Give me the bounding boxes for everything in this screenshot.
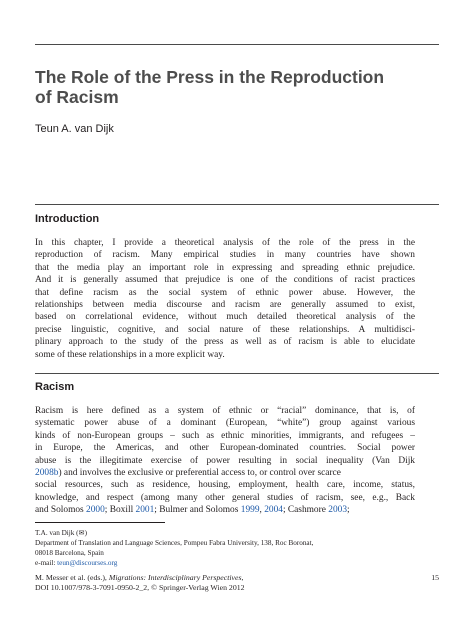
citation-link[interactable]: 2004 — [264, 505, 283, 516]
text-line: in Europe, the Americas, and other European-dominated countries. Social power — [35, 443, 415, 454]
page-number: 15 — [431, 573, 439, 582]
intro-heading: Introduction — [35, 213, 100, 225]
text-line: social resources, such as residence, housing, employment, health care, income, status, — [35, 480, 415, 491]
text-line — [35, 467, 415, 479]
text-run: ; Bulmer and Solomos — [154, 505, 241, 516]
text-line: some of these relationships in a more explicit way. — [35, 349, 225, 360]
citation-punct: , — [241, 573, 244, 582]
text-line — [35, 504, 415, 516]
citation-link[interactable]: 1999 — [240, 505, 260, 516]
intro-rule — [35, 204, 439, 205]
book-title: Migrations: Interdisciplinary Perspectives — [108, 573, 242, 582]
citation-link[interactable]: 2000 — [86, 505, 105, 516]
email-link[interactable]: teun@discourses.org — [57, 559, 118, 567]
text-run: ; Boxill — [104, 505, 136, 516]
text-line: And it is generally assumed that prejudice is one of the conditions of racist practices — [35, 275, 415, 286]
footnote-affiliation: Department of Translation and Language Sciences, Pompeu Fabra University, 138, Roc Boronat, — [35, 539, 314, 547]
title-line: of Racism — [35, 87, 119, 107]
text-line: systematic power abuse of a dominant (European, “white”) group against various — [35, 418, 415, 429]
racism-heading: Racism — [35, 381, 75, 393]
title-line: The Role of the Press in the Reproduction — [35, 67, 385, 87]
footnote-author: T.A. van Dijk (✉) — [35, 529, 87, 537]
footnote-email-line — [35, 558, 415, 568]
chapter-title — [35, 67, 435, 107]
text-line: plinary approach to the study of the press as well as of racism is able to elucidate — [35, 337, 415, 348]
citation-link[interactable]: 2008b — [35, 467, 59, 478]
footnote-affiliation: 08018 Barcelona, Spain — [35, 549, 104, 557]
doi-line: DOI 10.1007/978-3-7091-0950-2_2, © Springer-Verlag Wien 2012 — [35, 583, 245, 592]
citation-editors: M. Messer et al. (eds.), — [35, 573, 109, 582]
text-line: knowledge, and respect (among many other general studies of racism, see, e.g., Back — [35, 492, 415, 503]
text-line: that define racism as the social system of ethnic power abuse. However, the — [35, 287, 415, 298]
text-line: reproduction of racism. Many empirical studies in many countries have shown — [35, 250, 415, 261]
intro-paragraph — [35, 237, 415, 361]
footnote — [35, 528, 415, 568]
text-run: ; Cashmore — [282, 505, 329, 516]
text-run: , — [259, 505, 265, 516]
text-line: that the media play an important role in expressing and spreading ethnic prejudice. — [35, 262, 415, 273]
text-run: ) and involves the exclusive or preferential access to, or control over scarce — [58, 467, 341, 478]
text-line: abuse is the illegitimate exercise of power resulting in social inequality (Van Dijk — [35, 455, 415, 466]
text-line: In this chapter, I provide a theoretical analysis of the role of the press in the — [35, 238, 415, 248]
citation-link[interactable]: 2003 — [328, 505, 347, 516]
citation-block — [35, 573, 439, 593]
racism-paragraph — [35, 405, 415, 517]
citation-link[interactable]: 2001 — [135, 505, 155, 516]
author: Teun A. van Dijk — [35, 123, 114, 135]
footnote-rule — [35, 522, 165, 523]
text-line: relationships between media discourse and racism are generally assumed to exist, — [35, 299, 415, 310]
text-line: precise linguistic, cognitive, and social nature of these relationships. A multidisci- — [35, 324, 415, 335]
top-rule — [35, 44, 439, 45]
racism-rule — [35, 373, 439, 374]
text-line: based on correlational evidence, without much detailed theoretical analysis of the — [35, 312, 415, 323]
email-label: e-mail: — [35, 559, 58, 567]
text-run: ; — [347, 505, 350, 516]
text-run: and Solomos — [35, 505, 87, 516]
text-line: kinds of non-European groups – such as ethnic minorities, immigrants, and refugees – — [35, 430, 415, 441]
text-line: Racism is here defined as a system of ethnic or “racial” dominance, that is, of — [35, 406, 415, 416]
citation-line — [35, 573, 439, 583]
